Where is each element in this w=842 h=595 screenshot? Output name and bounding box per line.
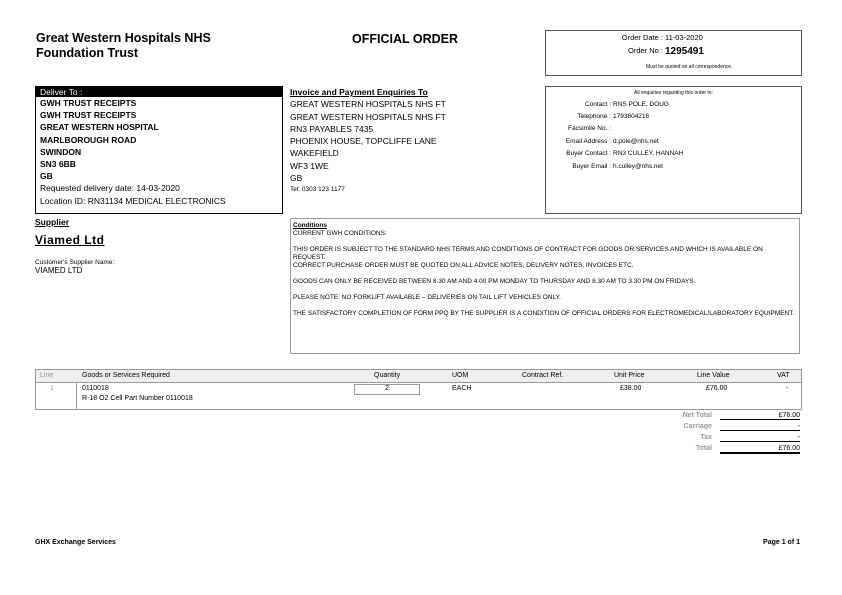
- invoice-telephone: Tel: 0303 123 1177: [290, 186, 345, 194]
- contact-key: Contact :: [584, 101, 611, 108]
- deliver-line: SWINDON: [40, 146, 82, 157]
- cell-vat: -: [786, 385, 789, 392]
- conditions-header: Conditions: [293, 222, 327, 229]
- supplier-name: Viamed Ltd: [35, 233, 105, 247]
- total-value: -: [720, 434, 800, 442]
- col-contract: Contract Ref.: [522, 372, 564, 379]
- order-lines-table: [35, 369, 802, 410]
- organisation-name: [36, 31, 296, 61]
- condition-paragraph: PLEASE NOTE: NO FORKLIFT AVAILABLE – DELIVERIES ON TAIL LIFT VEHICLES ONLY.: [293, 294, 561, 301]
- quote-note: Must be quoted on all correspondence.: [646, 64, 733, 70]
- cell-line: 1: [50, 385, 54, 392]
- invoice-line: GB: [290, 173, 303, 184]
- contact-box: [545, 86, 802, 214]
- totals-section: [640, 412, 800, 456]
- footer-service: GHX Exchange Services: [35, 539, 116, 546]
- cell-code: 0110018: [82, 385, 109, 392]
- condition-paragraph: GOODS CAN ONLY BE RECEIVED BETWEEN 8.30 AM AND 4.00 PM MONDAY TO THURSDAY AND 8.30 AM TO 3.30 PM ON FRIDAYS.: [293, 278, 696, 285]
- order-date-label: Order Date :: [621, 33, 663, 42]
- col-goods: Goods or Services Required: [82, 372, 170, 379]
- invoice-header: Invoice and Payment Enquiries To: [290, 87, 428, 97]
- enquiries-note: All enquiries regarding this order to:: [634, 90, 713, 96]
- cell-unit-price: £38.00: [620, 385, 642, 392]
- total-label: Tax: [700, 434, 712, 441]
- deliver-to-header: Deliver To :: [36, 87, 282, 97]
- invoice-line: GREAT WESTERN HOSPITALS NHS FT: [290, 111, 446, 122]
- invoice-line: WF3 1WE: [290, 160, 329, 171]
- condition-paragraph: THIS ORDER IS SUBJECT TO THE STANDARD NHS TERMS AND CONDITIONS OF CONTRACT FOR GOODS OR SERVICES AND WHICH IS AVAILABLE ON REQUEST. CORRECT PURCHASE ORDER MUST BE QUOTED ON ALL ADVICE NOTES, DELIVERY NOTES, INVOICES ETC.: [293, 246, 763, 269]
- org-line-2: Foundation Trust: [36, 46, 139, 60]
- customer-supplier-value: VIAMED LTD: [35, 266, 83, 275]
- contact-key: Buyer Email :: [572, 163, 611, 170]
- table-row: [36, 383, 801, 409]
- cell-description: R-18 O2 Cell Part Number 0110018: [82, 395, 193, 402]
- table-header: [36, 370, 801, 383]
- grand-total-value: £76.00: [720, 445, 800, 454]
- total-row: [640, 434, 800, 445]
- cell-uom: EACH: [452, 385, 472, 392]
- col-line-value: Line Value: [697, 372, 730, 379]
- supplier-header: Supplier: [35, 217, 70, 227]
- col-uom: UOM: [452, 372, 469, 379]
- page-number: Page 1 of 1: [763, 539, 800, 546]
- requested-delivery-date: Requested delivery date: 14-03-2020: [40, 183, 180, 194]
- total-row: [640, 412, 800, 423]
- supplier-section: [35, 217, 285, 275]
- invoice-line: RN3 PAYABLES 7435: [290, 123, 374, 134]
- contact-value: RN3 CULLEY, HANNAH: [613, 150, 684, 157]
- deliver-line: GWH TRUST RECEIPTS: [40, 110, 137, 121]
- invoice-line: GREAT WESTERN HOSPITALS NHS FT: [290, 99, 446, 110]
- condition-paragraph: CURRENT GWH CONDITIONS:: [293, 230, 387, 237]
- total-label: Net Total: [682, 412, 712, 419]
- total-row: [640, 423, 800, 434]
- order-number: 1295491: [665, 46, 704, 57]
- cell-line-value: £76.00: [706, 385, 728, 392]
- invoice-enquiries: [290, 86, 542, 212]
- deliver-line: MARLBOROUGH ROAD: [40, 134, 137, 145]
- contact-key: Telephone :: [577, 113, 611, 120]
- contact-key: Email Address :: [565, 138, 611, 145]
- deliver-line: GWH TRUST RECEIPTS: [40, 98, 137, 108]
- order-info-box: [545, 30, 802, 76]
- condition-paragraph: THE SATISFACTORY COMPLETION OF FORM PPQ BY THE SUPPLIER IS A CONDITION OF OFFICIAL ORDERS FOR ELECTROMEDICAL/LABORATORY EQUIPMENT.: [293, 310, 795, 317]
- contact-value: d.pole@nhs.net: [613, 138, 659, 145]
- col-vat: VAT: [777, 372, 790, 379]
- cell-quantity: 2: [354, 384, 420, 395]
- contact-value: 1793604216: [613, 113, 650, 120]
- deliver-to-box: [35, 86, 283, 214]
- document-title: OFFICIAL ORDER: [352, 32, 459, 46]
- total-label: Carriage: [683, 423, 712, 430]
- total-value: £76.00: [720, 412, 800, 420]
- contact-value: RNS POLE, DOUG: [613, 101, 669, 108]
- customer-supplier-label: Customer's Supplier Name:: [35, 259, 115, 266]
- invoice-line: WAKEFIELD: [290, 148, 339, 159]
- deliver-line: GB: [40, 171, 53, 182]
- conditions-box: [290, 218, 800, 354]
- contact-key: Facsimile No. :: [568, 125, 611, 132]
- total-value: -: [720, 423, 800, 431]
- contact-key: Buyer Contact :: [566, 150, 611, 157]
- order-date: 11-03-2020: [665, 33, 703, 42]
- col-quantity: Quantity: [374, 372, 401, 379]
- col-line: Line: [40, 372, 54, 379]
- deliver-line: GREAT WESTERN HOSPITAL: [40, 122, 159, 133]
- org-line-1: Great Western Hospitals NHS: [36, 31, 211, 45]
- invoice-line: PHOENIX HOUSE, TOPCLIFFE LANE: [290, 136, 437, 147]
- location-id: Location ID: RN31134 MEDICAL ELECTRONICS: [40, 195, 226, 206]
- contact-value: h.culley@nhs.net: [613, 163, 663, 170]
- col-unit-price: Unit Price: [614, 372, 645, 379]
- order-no-label: Order No :: [627, 46, 663, 55]
- deliver-line: SN3 6BB: [40, 159, 76, 170]
- total-label: Total: [695, 445, 712, 452]
- total-row: [640, 445, 800, 456]
